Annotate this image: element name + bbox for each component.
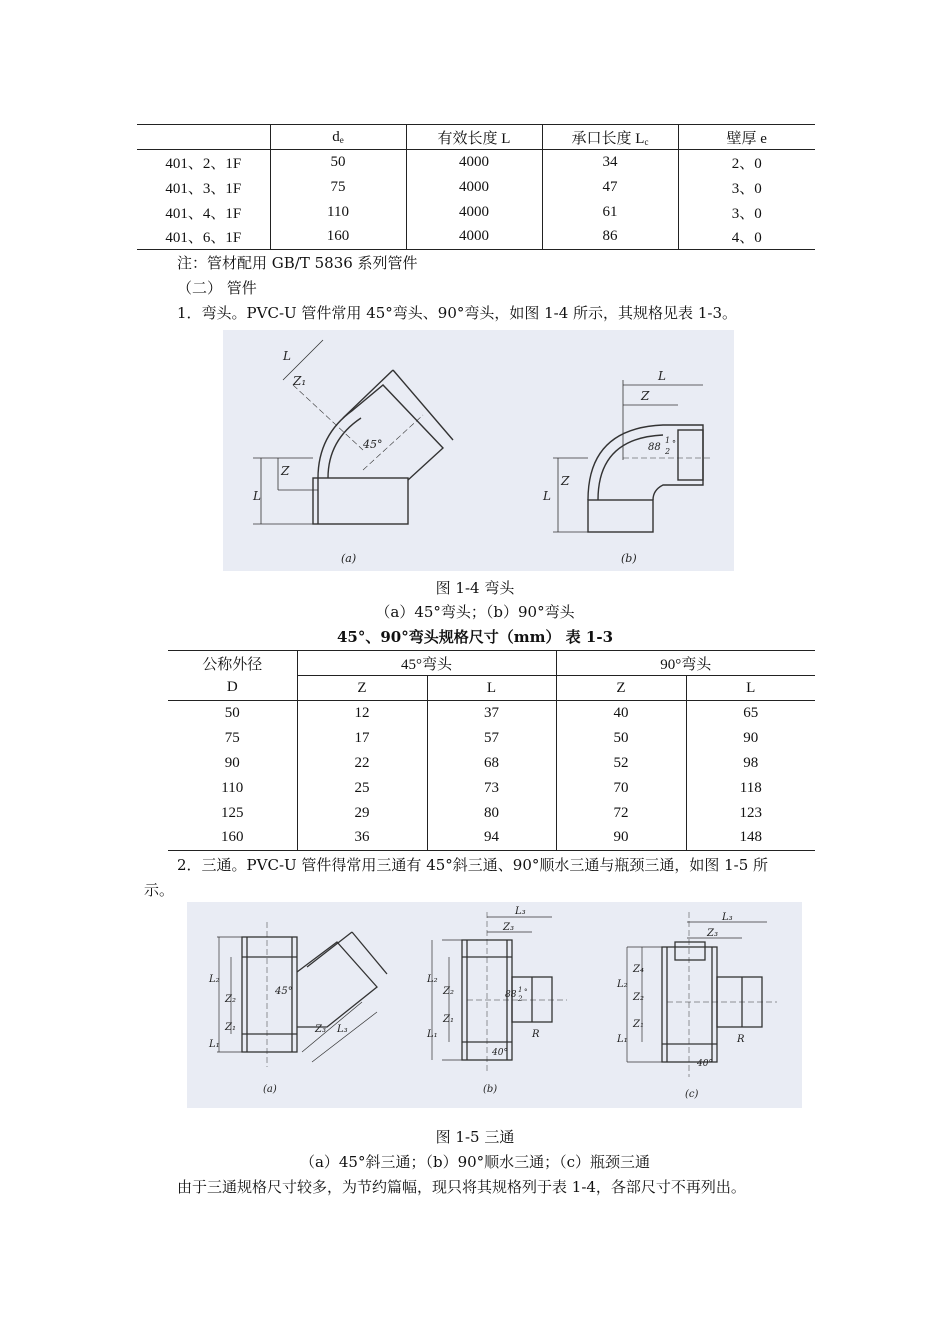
dim-Z1-b: Z₁ — [443, 1014, 454, 1025]
table-cell: 29 — [297, 801, 427, 826]
angle-40-c: 40° — [697, 1059, 713, 1069]
table-cell: 47 — [542, 175, 678, 200]
table-cell: 90 — [224, 754, 240, 771]
table-cell: 4000 — [406, 150, 542, 175]
table-subheader-row — [168, 676, 815, 701]
paragraph-tee: 2．三通。PVC-U 管件得常用三通有 45°斜三通、90°顺水三通与瓶颈三通，如图 1-5 所 — [177, 856, 769, 874]
table-cell: 34 — [542, 150, 678, 175]
figure-subcaption: （a）45°弯头；（b）90°弯头 — [375, 603, 575, 621]
header-lc-sub: c — [644, 136, 649, 147]
dim-L1-c: L₁ — [617, 1034, 628, 1045]
dim-L1-b: L₁ — [427, 1029, 438, 1040]
angle-label-45: 45° — [275, 986, 293, 997]
angle-label-45: 45° — [363, 438, 383, 451]
figure-tee — [187, 902, 802, 1108]
table-row — [168, 701, 815, 726]
fig-label-b: (b) — [621, 552, 637, 565]
dim-Z3-c: Z₃ — [707, 928, 718, 939]
table-cell: 4000 — [406, 200, 542, 225]
table-cell: 50 — [556, 726, 686, 751]
table-cell: 160 — [270, 225, 406, 250]
dim-R-b: R — [532, 1029, 540, 1040]
table-cell: 401、4、1F — [165, 205, 242, 222]
figure-caption-tee: 图 1-5 三通 — [435, 1128, 515, 1146]
header-cell: Z — [556, 676, 686, 701]
table-cell: 57 — [427, 726, 556, 751]
dim-Z3-a: Z₃ — [315, 1024, 326, 1035]
frac-num: 1 — [665, 436, 671, 445]
table-cell: 401、3、1F — [165, 180, 242, 197]
table-cell: 22 — [297, 751, 427, 776]
header-cell-de — [270, 125, 406, 150]
table-row — [137, 200, 815, 225]
frac-den: 2 — [665, 447, 671, 456]
header-cell: 有效长度 L — [406, 125, 542, 150]
elbow-drawing — [223, 330, 734, 571]
dim-label-Z-b: Z — [641, 389, 650, 403]
table-cell: 4、0 — [678, 225, 815, 250]
table-cell: 68 — [427, 751, 556, 776]
table-cell: 118 — [686, 776, 815, 801]
table-cell: 90 — [686, 726, 815, 751]
table-cell: 401、6、1F — [137, 225, 270, 250]
dim-Z2-c: Z₂ — [633, 992, 644, 1003]
table-cell: 110 — [270, 200, 406, 225]
table-cell: 12 — [297, 701, 427, 726]
frac-den: 2 — [518, 995, 523, 1003]
header-cell: 壁厚 e — [678, 125, 815, 150]
table-cell: 3、0 — [678, 175, 815, 200]
fig-label-c: (c) — [685, 1089, 699, 1100]
header-group-90: 90°弯头 — [556, 651, 815, 676]
table-header-row — [137, 125, 815, 150]
table-header-row — [168, 651, 815, 676]
elbow-spec-table — [168, 650, 815, 851]
header-cell: D — [168, 676, 297, 701]
dim-label-L-b2: L — [543, 489, 551, 503]
table-row — [168, 826, 815, 851]
dim-Z4-c: Z₄ — [633, 964, 644, 975]
header-cell — [137, 125, 270, 150]
angle-label-88: 88 — [648, 442, 661, 453]
dim-L2-a: L₂ — [209, 974, 220, 985]
table-cell: 90 — [556, 826, 686, 851]
dim-L3-c: L₃ — [722, 912, 733, 923]
table-row — [137, 225, 815, 250]
table-cell: 70 — [556, 776, 686, 801]
header-cell: L — [427, 676, 556, 701]
table-cell: 17 — [297, 726, 427, 751]
header-cell: Z — [297, 676, 427, 701]
table-cell: 401、2、1F — [165, 155, 242, 172]
dim-Z2-a: Z₂ — [225, 994, 236, 1005]
header-cell-lc — [542, 125, 678, 150]
table-cell: 25 — [297, 776, 427, 801]
table-cell: 65 — [686, 701, 815, 726]
table-cell: 4000 — [406, 175, 542, 200]
table-row — [137, 150, 815, 175]
dim-Z1-c: Z₁ — [633, 1019, 644, 1030]
header-cell: L — [686, 676, 815, 701]
table-cell: 61 — [542, 200, 678, 225]
table-cell: 52 — [556, 751, 686, 776]
header-group-45: 45°弯头 — [297, 651, 556, 676]
dim-L3-a: L₃ — [337, 1024, 348, 1035]
dim-L2-b: L₂ — [427, 974, 438, 985]
table-cell: 50 — [224, 704, 240, 721]
table-title: 45°、90°弯头规格尺寸（mm） 表 1-3 — [336, 628, 614, 646]
section-heading: （二） 管件 — [177, 279, 257, 297]
table-cell: 98 — [686, 751, 815, 776]
header-de-label: d — [332, 128, 340, 145]
pipe-spec-table — [137, 124, 815, 250]
dim-Z2-b: Z₂ — [443, 986, 454, 997]
table-cell: 4000 — [406, 225, 542, 250]
dim-label-L-b: L — [658, 369, 666, 383]
table-cell: 80 — [427, 801, 556, 826]
dim-label-Z: Z — [281, 464, 290, 478]
table-cell: 2、0 — [678, 150, 815, 175]
fig-label-a: (a) — [263, 1084, 277, 1095]
dim-L3-b: L₃ — [515, 906, 526, 917]
angle-label-88: 88 — [505, 990, 517, 1000]
figure-subcaption-tee: （a）45°斜三通；（b）90°顺水三通；（c）瓶颈三通 — [299, 1153, 651, 1171]
paragraph-elbow: 1．弯头。PVC-U 管件常用 45°弯头、90°弯头，如图 1-4 所示，其规格见表 1-3。 — [177, 304, 737, 322]
table-cell: 125 — [221, 804, 244, 821]
header-cell: 公称外径 — [168, 651, 297, 676]
dim-Z3-b: Z₃ — [503, 922, 514, 933]
dim-L1-a: L₁ — [209, 1039, 220, 1050]
dim-label-L2: L — [253, 489, 261, 503]
dim-label-L: L — [283, 349, 291, 363]
deg-sign: ° — [672, 439, 676, 448]
paragraph-tee-cont: 示。 — [144, 881, 175, 899]
table-row — [168, 726, 815, 751]
dim-Z1-a: Z₁ — [225, 1022, 236, 1033]
table-cell: 50 — [270, 150, 406, 175]
table-row — [168, 776, 815, 801]
frac-num: 1 — [518, 986, 523, 994]
table-cell: 40 — [556, 701, 686, 726]
deg-sign: ° — [524, 988, 528, 996]
table-row — [168, 751, 815, 776]
figure-elbow — [223, 330, 734, 571]
table-cell: 3、0 — [678, 200, 815, 225]
header-de-sub: e — [339, 134, 344, 145]
table-cell: 72 — [556, 801, 686, 826]
dim-label-Z1: Z₁ — [293, 374, 307, 388]
table-cell: 160 — [168, 826, 297, 851]
dim-R-c: R — [737, 1034, 745, 1045]
table-cell: 123 — [686, 801, 815, 826]
table-row — [137, 175, 815, 200]
fig-label-a: (a) — [341, 552, 357, 565]
table-cell: 75 — [224, 729, 240, 746]
fig-label-b: (b) — [483, 1084, 498, 1095]
table-cell: 148 — [686, 826, 815, 851]
table-row — [168, 801, 815, 826]
table-cell: 73 — [427, 776, 556, 801]
paragraph-tee-specs: 由于三通规格尺寸较多，为节约篇幅，现只将其规格列于表 1-4，各部尺寸不再列出。 — [177, 1178, 746, 1196]
header-lc-label: 承口长度 L — [571, 130, 645, 147]
table-cell: 75 — [270, 175, 406, 200]
tee-drawing — [187, 902, 802, 1108]
dim-label-Z-b2: Z — [561, 474, 570, 488]
dim-L2-c: L₂ — [617, 979, 628, 990]
angle-40-b: 40° — [492, 1048, 508, 1058]
figure-caption: 图 1-4 弯头 — [435, 579, 515, 597]
table-cell: 94 — [427, 826, 556, 851]
table-note: 注：管材配用 GB/T 5836 系列管件 — [177, 254, 418, 272]
table-cell: 36 — [297, 826, 427, 851]
table-cell: 86 — [542, 225, 678, 250]
table-cell: 37 — [427, 701, 556, 726]
table-cell: 110 — [221, 779, 244, 796]
